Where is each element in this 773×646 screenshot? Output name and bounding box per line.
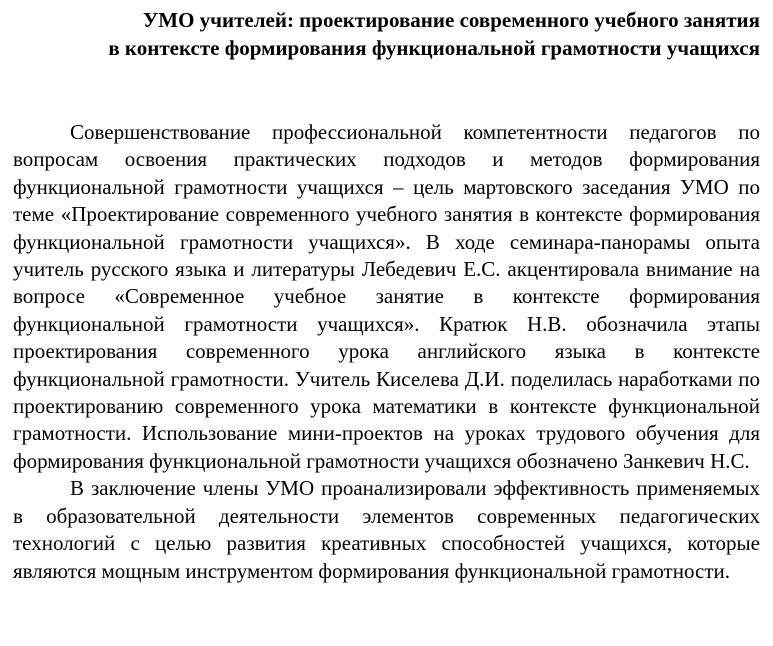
paragraph-2: В заключение члены УМО проанализировали эффективность применяемых в образовательной деятельности элементов современных педагогических технологий с целью развития креативных способностей учащихся, которые являются мощным инструментом формирования функциональной грамотности. <box>13 476 760 583</box>
title-line-1: УМО учителей: проектирование современного учебного занятия <box>142 8 760 32</box>
paragraph-1: Совершенствование профессиональной компетентности педагогов по вопросам освоения практических подходов и методов формирования функциональной грамотности учащихся – цель мартовского заседания УМО по теме «Проектирование современного учебного занятия в контексте формирования функциональной грамотности учащихся». В ходе семинара-панорамы опыта учитель русского языка и литературы Лебедевич Е.С. акцентировала внимание на вопросе «Современное учебное занятие в контексте формирования функциональной грамотности учащихся». Кратюк Н.В. обозначила этапы проектирования современного урока английского языка в контексте функциональной грамотности. Учитель Киселева Д.И. поделилась наработками по проектированию современного урока математики в контексте функциональной грамотности. Использование мини-проектов на уроках трудового обучения для формирования функциональной грамотности учащихся обозначено Занкевич Н.С. <box>13 120 760 473</box>
document-title <box>13 6 760 62</box>
title-line-2: в контексте формирования функциональной грамотности учащихся <box>108 36 760 60</box>
document-body <box>13 119 760 585</box>
